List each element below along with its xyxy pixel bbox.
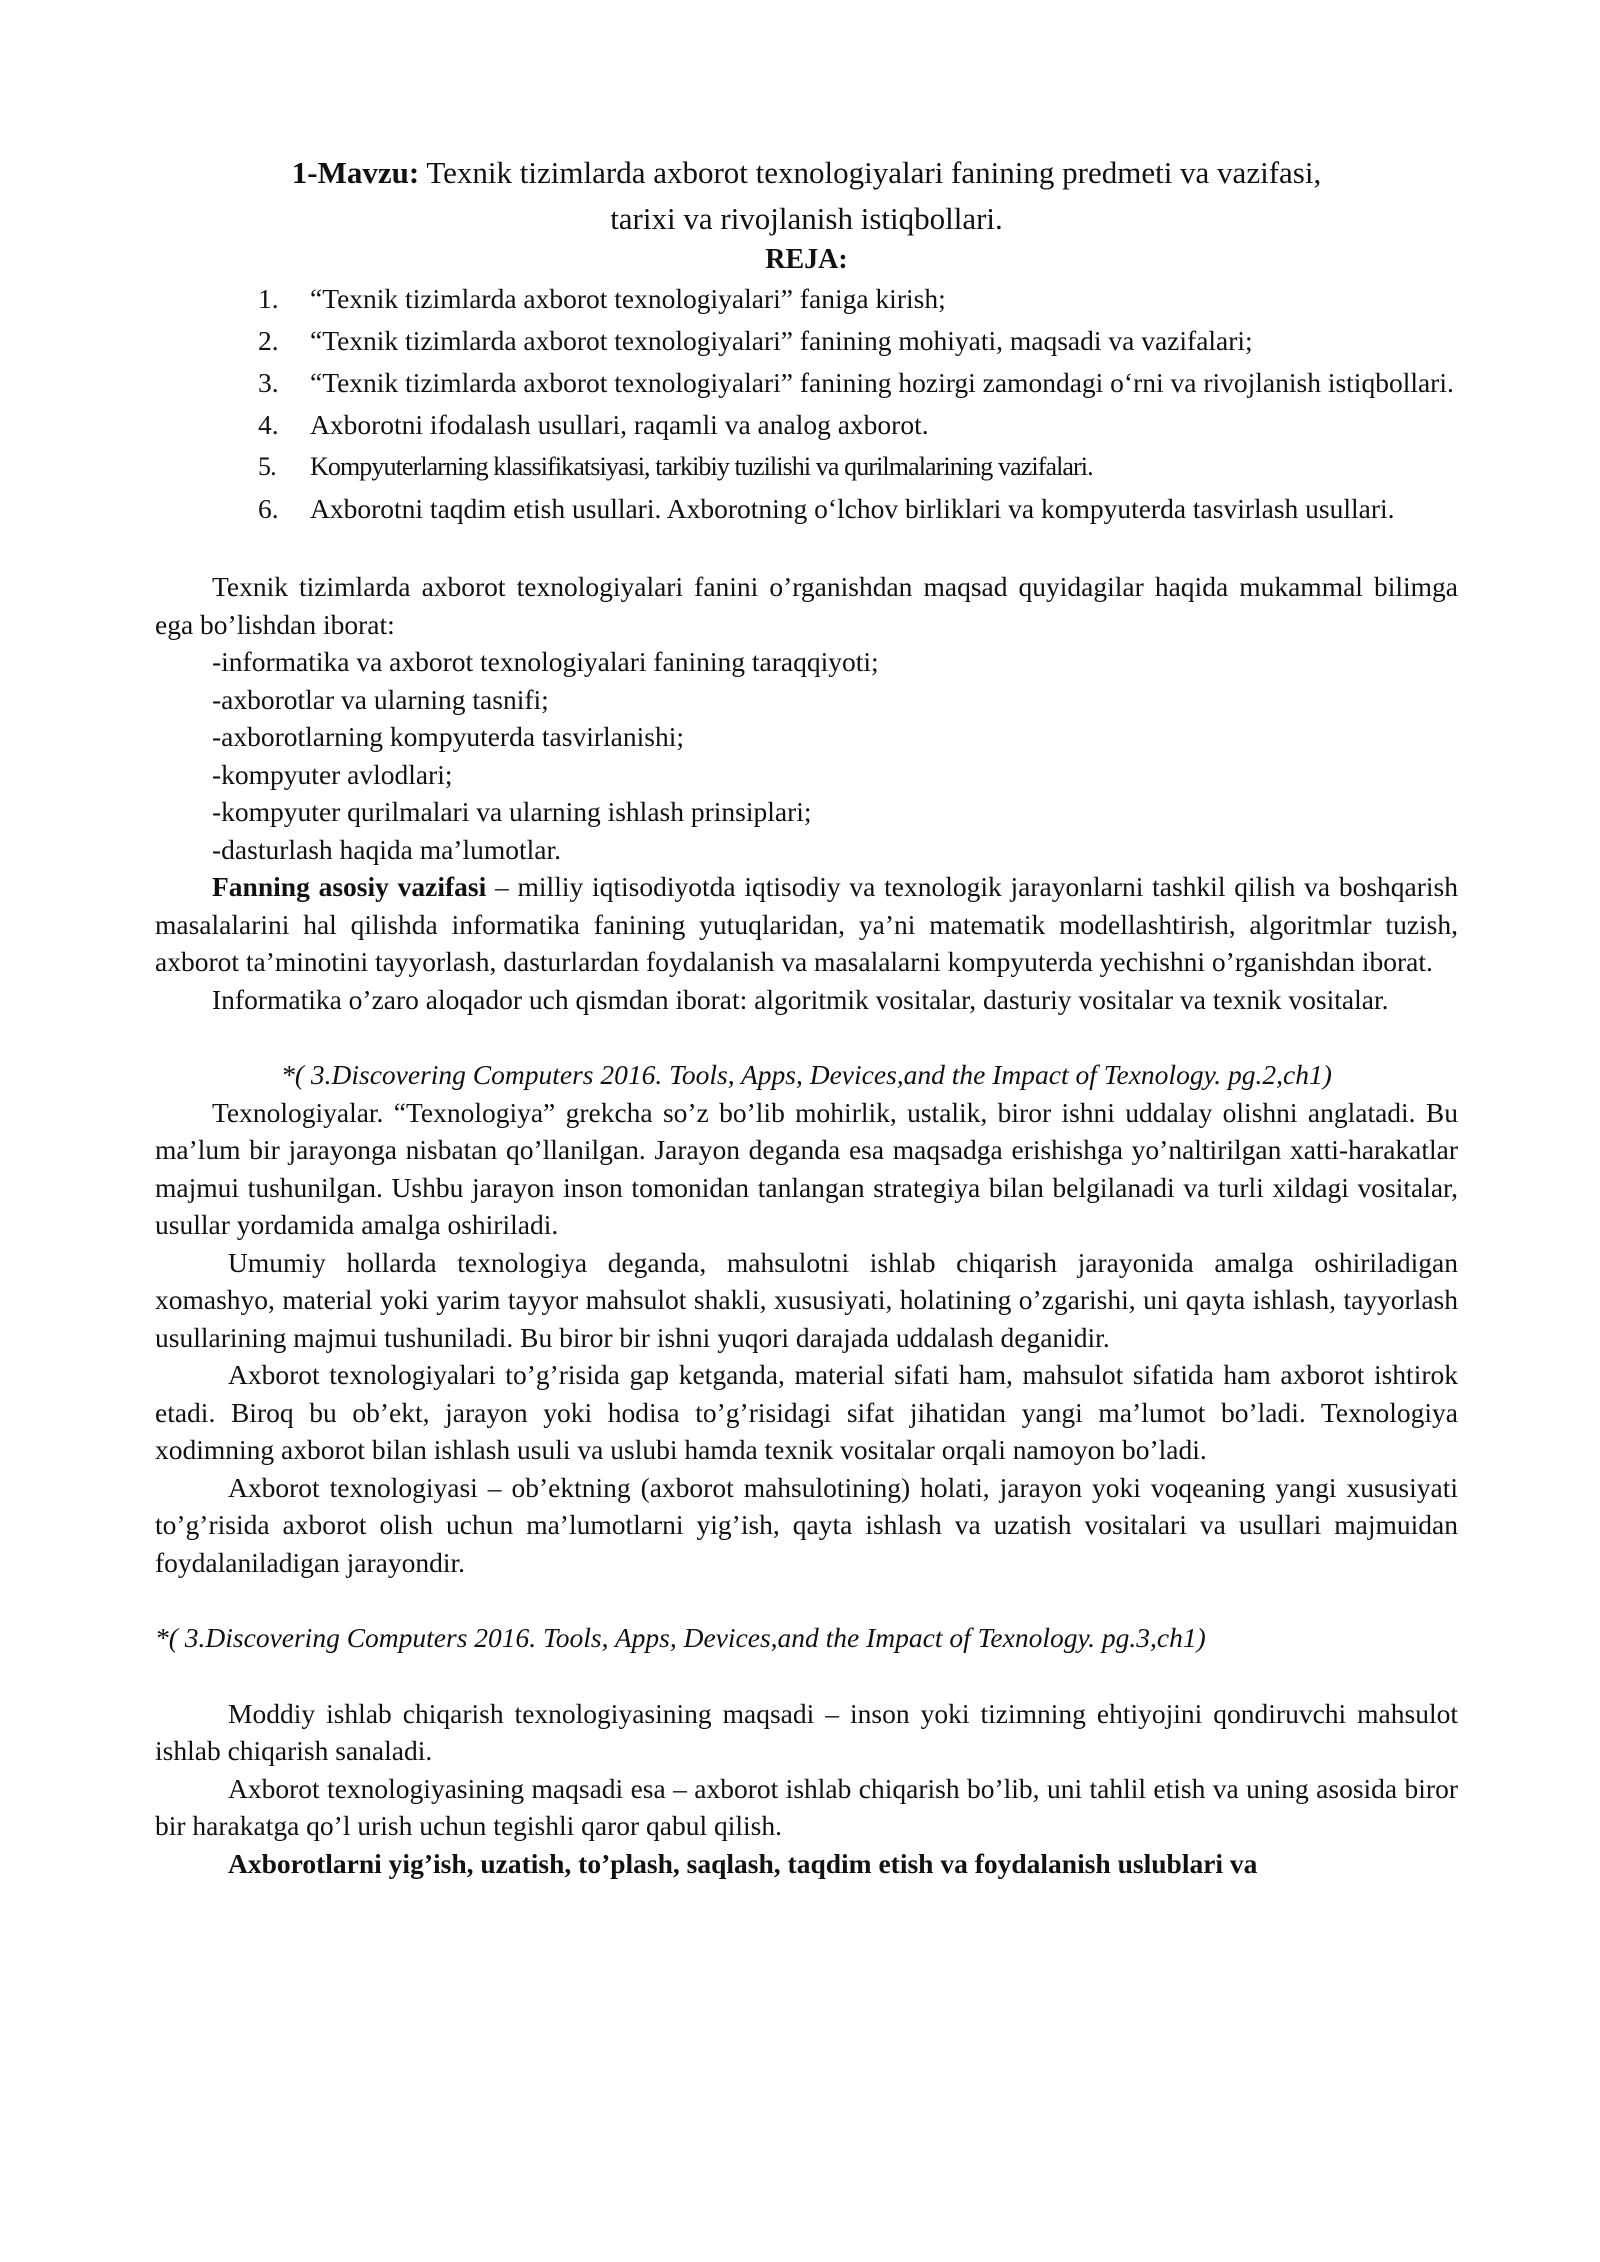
citation: *( 3.Discovering Computers 2016. Tools, Apps, Devices,and the Impact of Texnology. pg.3,ch1)	[155, 1622, 1206, 1653]
goal-item: -dasturlash haqida ma’lumotlar.	[212, 833, 562, 865]
plan-item-number: 1.	[258, 283, 279, 314]
plan-item	[258, 278, 1458, 320]
document-title	[155, 150, 1458, 242]
plan-item-text: “Texnik tizimlarda axborot texnologiyalari” fanining hozirgi zamondagi o‘rni va rivojlanish istiqbollari.	[310, 367, 1454, 398]
info-tech-goal-paragraph: Axborot texnologiyasining maqsadi esa – axborot ishlab chiqarish bo’lib, uni tahlil etish va uning asosida biror bir harakatga qo’l urish uchun tegishli qaror qabul qilish.	[155, 1772, 1458, 1841]
goal-item: -axborotlarning kompyuterda tasvirlanishi;	[212, 721, 684, 752]
title-line1: Texnik tizimlarda axborot texnologiyalari fanining predmeti va vazifasi,	[419, 155, 1322, 190]
material-production-paragraph: Moddiy ishlab chiqarish texnologiyasining maqsadi – inson yoki tizimning ehtiyojini qondiruvchi mahsulot ishlab chiqarish sanaladi.	[155, 1697, 1458, 1766]
goal-item: -axborotlar va ularning tasnifi;	[212, 683, 549, 715]
plan-item-text: Axborotni ifodalash usullari, raqamli va analog axborot.	[310, 409, 929, 440]
technology-paragraph: Umumiy hollarda texnologiya deganda, mahsulotni ishlab chiqarish jarayonida amalga oshiriladigan xomashyo, material yoki yarim tayyor mahsulot shakli, xususiyati, holatining o’zgarishi, uni qayta ishlash, tayyorlash usullarining majmui tushuniladi. Bu biror bir ishni yuqori darajada uddalash deganidir.	[155, 1246, 1458, 1353]
goal-item: -informatika va axborot texnologiyalari fanining taraqqiyoti;	[212, 646, 879, 677]
plan-item-text: “Texnik tizimlarda axborot texnologiyalari” faniga kirish;	[310, 283, 946, 314]
plan-item-number: 3.	[258, 367, 279, 398]
plan-item	[258, 488, 1458, 530]
task-text: – milliy iqtisodiyotda iqtisodiy va texnologik jarayonlarni tashkil qilish va boshqarish masalalarini hal qilishda informatika fanining yutuqlaridan, ya’ni matematik modellashtirish, algoritmlar tuzish, axborot ta’minotini tayyorlash, dasturlardan foydalanish va masalalarni kompyuterda yechishni o’rganishdan iborat.	[155, 871, 1458, 977]
task-paragraph	[155, 868, 1458, 981]
plan-heading: REJA:	[765, 244, 848, 275]
plan-item-text: “Texnik tizimlarda axborot texnologiyalari” fanining mohiyati, maqsadi va vazifalari;	[310, 325, 1253, 356]
plan-list	[155, 278, 1458, 530]
citation: *( 3.Discovering Computers 2016. Tools, Apps, Devices,and the Impact of Texnology. pg.2,ch1)	[281, 1059, 1332, 1090]
intro-paragraph: Texnik tizimlarda axborot texnologiyalari fanini o’rganishdan maqsad quyidagilar haqida mukammal bilimga ega bo’lishdan iborat:	[155, 571, 1458, 640]
technology-paragraph: Texnologiyalar. “Texnologiya” grekcha so’z bo’lib mohirlik, ustalik, biror ishni uddalay olishni anglatadi. Bu ma’lum bir jarayonga nisbatan qo’llanilgan. Jarayon deganda esa maqsadga erishishga yo’naltirilgan xatti-harakatlar majmui tushunilgan. Ushbu jarayon inson tomonidan tanlangan strategiya bilan belgilanadi va turli xildagi vositalar, usullar yordamida amalga oshiriladi.	[155, 1096, 1458, 1240]
task-bold-lead: Fanning asosiy vazifasi	[212, 871, 487, 902]
plan-item-number: 5.	[258, 452, 276, 481]
goal-item: -kompyuter qurilmalari va ularning ishlash prinsiplari;	[212, 796, 812, 827]
plan-item	[258, 320, 1458, 362]
title-prefix: 1-Mavzu:	[291, 155, 420, 190]
plan-item	[258, 404, 1458, 446]
plan-item-number: 6.	[258, 493, 279, 524]
goal-item: -kompyuter avlodlari;	[212, 758, 453, 790]
plan-item	[258, 446, 1458, 488]
closing-bold-text: Axborotlarni yig’ish, uzatish, to’plash, saqlash, taqdim etish va foydalanish uslublari va	[228, 1847, 1258, 1879]
closing-bold-line	[155, 1845, 1458, 1883]
informatika-paragraph: Informatika o’zaro aloqador uch qismdan iborat: algoritmik vositalar, dasturiy vositalar va texnik vositalar.	[212, 983, 1389, 1015]
plan-item-text: Axborotni taqdim etish usullari. Axborotning o‘lchov birliklari va kompyuterda tasvirlash usullari.	[310, 493, 1395, 524]
plan-item	[258, 362, 1458, 404]
plan-item-number: 4.	[258, 409, 279, 440]
technology-paragraph: Axborot texnologiyasi – ob’ektning (axborot mahsulotining) holati, jarayon yoki voqeaning yangi xususiyati to’g’risida axborot olish uchun ma’lumotlarni yig’ish, qayta ishlash va uzatish vositalari va usullari majmuidan foydalaniladigan jarayondir.	[155, 1471, 1458, 1578]
document-page	[155, 150, 1458, 1882]
title-line2: tarixi va rivojlanish istiqbollari.	[610, 201, 1003, 236]
goal-list	[155, 643, 1458, 868]
plan-item-text: Kompyuterlarning klassifikatsiyasi, tarkibiy tuzilishi va qurilmalarining vazifalari.	[310, 452, 1093, 481]
plan-item-number: 2.	[258, 325, 279, 356]
technology-paragraph: Axborot texnologiyalari to’g’risida gap ketganda, material sifati ham, mahsulot sifatida ham axborot ishtirok etadi. Biroq bu ob’ekt, jarayon yoki hodisa to’g’risidagi sifat jihatidan yangi ma’lumot bo’ladi. Texnologiya xodimning axborot bilan ishlash usuli va uslubi hamda texnik vositalar orqali namoyon bo’ladi.	[155, 1359, 1458, 1465]
